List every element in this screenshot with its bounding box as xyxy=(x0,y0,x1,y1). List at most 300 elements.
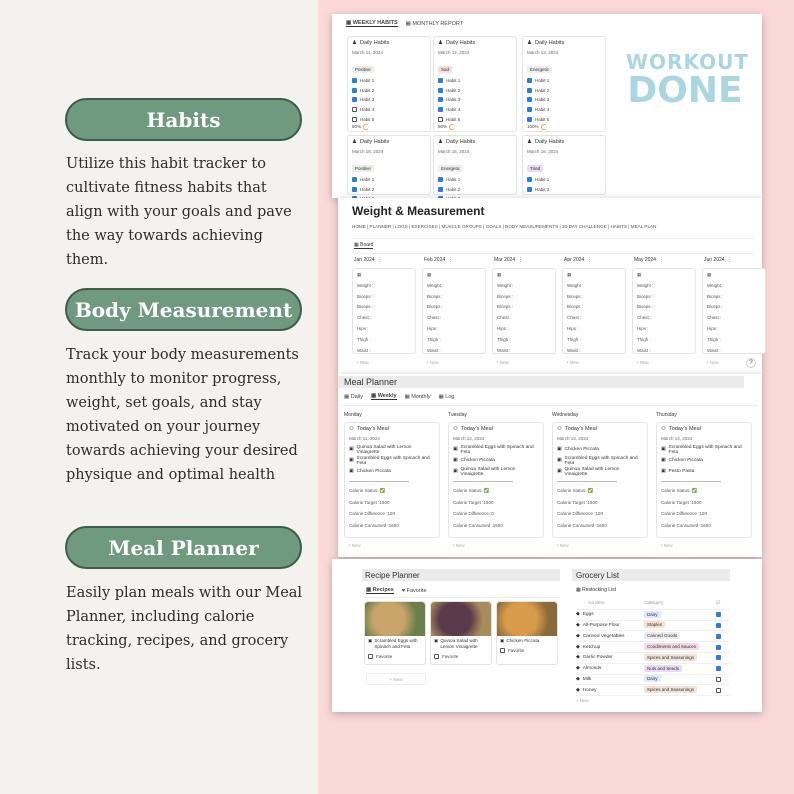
checkbox[interactable] xyxy=(352,78,357,83)
meal-link[interactable]: ▣ Scrambled Eggs with Spinach and Feta xyxy=(453,444,534,455)
checkbox[interactable] xyxy=(716,666,721,671)
habit-checkbox-row[interactable] xyxy=(527,86,601,96)
habits-description: Utilize this habit tracker to cultivate fitness habits that align with your goals and pave the way towards achieving them. xyxy=(66,156,292,268)
tab-daily[interactable]: ▦ Daily xyxy=(344,393,363,400)
meal-link[interactable]: ▣ Scrambled Eggs with Spinach and Feta xyxy=(349,455,430,466)
meal-date: March 14, 2024 xyxy=(661,436,693,441)
new-button[interactable]: + New xyxy=(356,360,369,365)
measurement-field: Weight : xyxy=(707,282,724,288)
checkbox[interactable] xyxy=(352,107,357,112)
habit-card[interactable] xyxy=(347,135,431,195)
body-measurement-description: Track your body measurements monthly to monitor progress, weight, set goals, and stay motivated on your journey towards achieving your desired physique and optimal health xyxy=(66,347,299,483)
day-column-header: Tuesday xyxy=(448,412,467,418)
page-icon: ▣ xyxy=(453,469,458,474)
new-button[interactable]: + New xyxy=(496,360,509,365)
measurement-field: Chest : xyxy=(427,315,442,321)
meal-link[interactable]: ▣ Scrambled Eggs with Spinach and Feta xyxy=(557,455,638,466)
calorie-diff: Calorie Difference :100 xyxy=(557,511,603,516)
kettlebell-icon: ♟ xyxy=(352,139,357,145)
checkbox[interactable] xyxy=(527,187,532,192)
recipe-card[interactable] xyxy=(364,601,426,665)
measurement-field: Thigh : xyxy=(567,336,581,342)
meal-icon: ⚇ xyxy=(453,426,458,432)
habit-checkbox-row[interactable] xyxy=(438,114,512,124)
recipe-card[interactable] xyxy=(496,601,558,665)
meal-planner-panel xyxy=(338,374,762,557)
habit-checkbox-row[interactable] xyxy=(352,185,426,195)
meal-link[interactable]: ▣ Scrambled Eggs with Spinach and Feta xyxy=(661,444,742,455)
calorie-diff: Calorie Difference :100 xyxy=(661,511,707,516)
page-icon: ▣ xyxy=(434,638,439,643)
more-icon[interactable]: ⋮ xyxy=(515,257,523,263)
checkbox[interactable] xyxy=(438,117,443,122)
habit-card[interactable] xyxy=(433,135,517,195)
recipe-photo xyxy=(497,602,557,636)
favorite-checkbox-row[interactable]: Favorite xyxy=(431,652,491,662)
page-icon: ▣ xyxy=(661,447,666,452)
habit-label: Habit 5 xyxy=(535,116,550,122)
checkbox[interactable] xyxy=(434,654,439,659)
page-icon: ▣ xyxy=(453,447,458,452)
progress-ring-icon xyxy=(541,124,547,130)
page-icon: ▣ xyxy=(368,638,373,643)
day-column-header: Thursday xyxy=(656,412,677,418)
checkbox[interactable] xyxy=(527,88,532,93)
kettlebell-icon: ♟ xyxy=(527,40,532,46)
habit-date: March 18, 2024 xyxy=(352,149,384,154)
habit-label: Habit 2 xyxy=(535,87,550,93)
day-meal-card[interactable] xyxy=(344,422,440,538)
day-column-header: Wednesday xyxy=(552,412,579,418)
new-button[interactable]: + New xyxy=(576,698,589,704)
page-icon: ▣ xyxy=(557,458,562,463)
checkbox[interactable] xyxy=(500,648,505,653)
divider xyxy=(661,481,721,482)
habit-checkbox-row[interactable] xyxy=(352,76,426,86)
tag-icon: ◆ xyxy=(576,633,580,639)
recipe-card[interactable] xyxy=(430,601,492,665)
habit-checkbox-row[interactable] xyxy=(352,95,426,105)
calorie-target: Calorie Target :1500 xyxy=(349,499,390,505)
tab-monthly[interactable]: ▦ Monthly xyxy=(404,393,431,400)
habit-label: Habit 1 xyxy=(360,78,375,84)
progress-value: 60% xyxy=(352,124,362,130)
tag-icon: ◆ xyxy=(576,644,580,650)
page-icon: ▣ xyxy=(661,458,666,463)
measurement-field: Weight : xyxy=(567,282,584,288)
measurement-card[interactable] xyxy=(562,268,626,354)
body-measurement-pill: Body Measurement xyxy=(65,288,302,331)
page-icon: ▣ xyxy=(661,469,666,474)
habit-label: Habit 5 xyxy=(446,116,461,122)
calorie-target: Calorie Target :1500 xyxy=(453,499,494,505)
calendar-icon: ▦ xyxy=(357,272,362,277)
measurement-field: Chest : xyxy=(567,315,582,321)
measurement-field: Biceps : xyxy=(427,293,444,299)
habit-card-title: Daily Habits xyxy=(359,40,390,46)
meal-link[interactable]: ▣ Chicken Piccata xyxy=(349,469,391,474)
tag-icon: ◆ xyxy=(576,676,580,682)
habit-label: Habit 2 xyxy=(360,87,375,93)
checkbox[interactable] xyxy=(438,97,443,102)
new-button[interactable]: + New xyxy=(348,543,361,548)
recipe-name: ▣ Scrambled Eggs with Spinach and Feta xyxy=(368,638,418,649)
grocery-row[interactable] xyxy=(576,621,730,632)
habit-checkbox-row[interactable] xyxy=(352,114,426,124)
calorie-diff: Calorie Difference :100 xyxy=(349,511,395,516)
calorie-status: Calorie Status: ✅ xyxy=(453,488,490,493)
category-tag: Spices and Seasonings xyxy=(644,654,697,661)
help-button[interactable]: ? xyxy=(746,358,756,368)
checkbox[interactable] xyxy=(438,88,443,93)
tab-favorite[interactable]: ♥ Favorite xyxy=(401,587,427,594)
more-icon[interactable]: ⋮ xyxy=(584,257,593,263)
habit-checkbox-row[interactable] xyxy=(438,105,512,115)
measurement-field: Chest : xyxy=(357,315,372,321)
grocery-item: ◆ Almonds xyxy=(576,666,602,672)
habit-label: Habit 1 xyxy=(446,177,461,183)
habit-card-header xyxy=(438,40,512,46)
habit-card-header xyxy=(352,139,426,145)
checkbox[interactable] xyxy=(527,107,532,112)
meal-link[interactable]: ▣ Quinoa Salad with Lemon Vinaigrette xyxy=(453,466,516,477)
month-column-header: Feb 2024 ⋮ xyxy=(424,257,453,263)
recipe-new-button[interactable]: + New xyxy=(366,673,426,685)
grocery-row[interactable] xyxy=(576,653,730,664)
habit-checkbox-row[interactable] xyxy=(352,86,426,96)
new-button[interactable]: + New xyxy=(556,543,569,548)
category-tag: Nuts and Seeds xyxy=(644,665,682,672)
measurement-field: Chest : xyxy=(497,315,512,321)
measurement-card[interactable] xyxy=(632,268,696,354)
new-button[interactable]: + New xyxy=(566,360,579,365)
page-icon: ▣ xyxy=(349,447,354,452)
new-button[interactable]: + New xyxy=(426,360,439,365)
page-icon: ▣ xyxy=(349,458,354,463)
habit-card[interactable] xyxy=(522,36,606,132)
habits-pill: Habits xyxy=(65,98,302,141)
day-meal-card[interactable] xyxy=(656,422,752,538)
habit-checkbox-row[interactable] xyxy=(438,86,512,96)
page-icon: ▣ xyxy=(453,458,458,463)
meal-link[interactable]: ▣ Quinoa Salad with Lemon Vinaigrette xyxy=(557,466,620,477)
measurement-field: Hips : xyxy=(357,325,369,331)
checkbox[interactable] xyxy=(716,655,721,660)
habit-checkbox-row[interactable] xyxy=(527,185,601,195)
measurement-field: Thigh : xyxy=(637,336,651,342)
recipe-name: ▣ Chicken Piccata xyxy=(500,638,540,643)
habit-card[interactable] xyxy=(433,36,517,132)
tag-icon: ◆ xyxy=(576,622,580,628)
tag-icon: ◆ xyxy=(576,612,580,618)
checkbox[interactable] xyxy=(527,177,532,182)
checkbox[interactable] xyxy=(527,117,532,122)
measurement-field: Hips : xyxy=(567,325,579,331)
favorite-checkbox-row[interactable]: Favorite xyxy=(497,646,557,656)
calorie-consumed: Calorie Consumed :1500 xyxy=(453,522,503,528)
measurement-field: Waist : xyxy=(497,347,511,353)
checkbox[interactable] xyxy=(438,107,443,112)
measurement-field: Waist : xyxy=(707,347,721,353)
habits-panel xyxy=(332,14,762,198)
habit-date: March 11, 2024 xyxy=(352,50,383,55)
habit-label: Habit 1 xyxy=(535,177,550,183)
calorie-status: Calorie Status: ✅ xyxy=(349,488,386,493)
left-column xyxy=(0,0,318,794)
col-category: Category xyxy=(644,601,664,607)
tab-log[interactable]: ▦ Log xyxy=(438,393,455,400)
recipe-planner-title: Recipe Planner xyxy=(365,571,420,580)
checkbox[interactable] xyxy=(716,688,721,693)
divider xyxy=(453,481,513,482)
habit-checkbox-row[interactable] xyxy=(527,105,601,115)
grocery-row[interactable] xyxy=(576,685,730,696)
checkbox[interactable] xyxy=(352,187,357,192)
more-icon[interactable]: ⋮ xyxy=(724,257,733,263)
checkbox[interactable] xyxy=(438,177,443,182)
checkbox[interactable] xyxy=(527,97,532,102)
meal-link[interactable]: ▣ Quinoa Salad with Lemon Vinaigrette xyxy=(349,444,412,455)
grocery-row[interactable] xyxy=(576,631,730,642)
divider xyxy=(557,481,617,482)
meal-card-header: ⚇ Today's Meal xyxy=(453,426,493,432)
habit-card-title: Daily Habits xyxy=(445,139,476,145)
measurement-field: Hips : xyxy=(707,325,719,331)
checkbox[interactable] xyxy=(716,634,721,639)
measurement-field: Waist : xyxy=(427,347,441,353)
meal-date: March 13, 2024 xyxy=(557,436,589,441)
category-tag: Dairy xyxy=(644,611,661,618)
page-icon: ▣ xyxy=(557,447,562,452)
grocery-row[interactable] xyxy=(576,642,730,653)
habit-label: Habit 2 xyxy=(446,87,461,93)
habit-progress xyxy=(438,124,512,130)
weight-panel xyxy=(338,198,762,374)
checkbox[interactable] xyxy=(352,117,357,122)
habit-date: March 12, 2024 xyxy=(438,50,470,55)
habit-checkbox-row[interactable] xyxy=(527,95,601,105)
measurement-field: Weight : xyxy=(637,282,654,288)
habit-checkbox-row[interactable] xyxy=(352,105,426,115)
measurement-card[interactable] xyxy=(702,268,766,354)
habit-checkbox-row[interactable] xyxy=(527,114,601,124)
new-button[interactable]: + New xyxy=(636,360,649,365)
recipe-grocery-panel: Recipe Planner ▦ Recipes ♥ Favorite ▣ Scrambled Eggs with Spinach and Feta Favorite ▣ Quinoa Salad with Lemon Vinaigrette Favorite ▣ Chicken Piccata Favorite + New Grocery List ▦ Restocking List Aa Item Category ☑ ◆ Eggs Dairy ◆ All-Purpose Flour Staples ◆ Canned Vegetables Canned Goods ◆ Ketchup Condiments and Sauces ◆ Garlic Powder Spices and Seasonings ◆ Almonds Nuts and Seeds ◆ Milk Dairy ◆ Honey Spices and Seasonings + New xyxy=(332,559,762,712)
progress-ring-icon xyxy=(363,124,369,130)
habit-card[interactable] xyxy=(347,36,431,132)
habit-card[interactable] xyxy=(522,135,606,195)
grocery-row[interactable] xyxy=(576,675,730,686)
meal-planner-description: Easily plan meals with our Meal Planner, including calorie tracking, recipes, and grocery lists. xyxy=(66,585,303,673)
tag-icon: ◆ xyxy=(576,655,580,661)
new-button[interactable]: + New xyxy=(706,360,719,365)
mood-tag: Positive xyxy=(352,165,374,172)
meal-link[interactable]: ▣ Pesto Pasta xyxy=(661,469,695,474)
habit-label: Habit 4 xyxy=(360,107,375,113)
meal-planner-pill: Meal Planner xyxy=(65,526,302,569)
progress-value: 100% xyxy=(527,124,539,130)
more-icon[interactable]: ⋮ xyxy=(655,257,664,263)
habit-label: Habit 2 xyxy=(360,186,375,192)
kettlebell-icon: ♟ xyxy=(438,139,443,145)
habit-card-header xyxy=(438,139,512,145)
meal-date: March 12, 2024 xyxy=(453,436,485,441)
measurement-field: Biceps : xyxy=(637,304,654,310)
meal-link[interactable]: ▣ Chicken Piccata xyxy=(453,458,495,463)
measurement-card[interactable] xyxy=(352,268,416,354)
recipe-photo xyxy=(365,602,425,636)
calorie-consumed: Calorie Consumed :1600 xyxy=(661,522,711,528)
tag-icon: ◆ xyxy=(576,666,580,672)
measurement-field: Biceps : xyxy=(637,293,654,299)
habit-checkbox-row[interactable] xyxy=(352,175,426,185)
grocery-item: ◆ All-Purpose Flour xyxy=(576,622,620,628)
habit-checkbox-row[interactable] xyxy=(438,95,512,105)
mood-tag: Positive xyxy=(352,66,374,73)
more-icon[interactable]: ⋮ xyxy=(374,257,383,263)
measurement-field: Thigh : xyxy=(357,336,371,342)
habit-card-header xyxy=(527,40,601,46)
divider xyxy=(349,481,409,482)
kettlebell-icon: ♟ xyxy=(438,40,443,46)
category-tag: Staples xyxy=(644,621,665,628)
habit-progress xyxy=(352,124,426,130)
habit-label: Habit 5 xyxy=(360,116,375,122)
habit-checkbox-row[interactable] xyxy=(527,175,601,185)
meal-icon: ⚇ xyxy=(557,426,562,432)
day-meal-card[interactable] xyxy=(552,422,648,538)
habit-checkbox-row[interactable] xyxy=(438,175,512,185)
meal-planner-title: Meal Planner xyxy=(344,377,398,387)
calorie-target: Calorie Target :1500 xyxy=(557,499,598,505)
measurement-field: Biceps : xyxy=(497,304,514,310)
calorie-consumed: Calorie Consumed :1600 xyxy=(557,522,607,528)
measurement-field: Thigh : xyxy=(497,336,511,342)
habit-checkbox-row[interactable] xyxy=(438,76,512,86)
measurement-field: Thigh : xyxy=(707,336,721,342)
measurement-field: Biceps : xyxy=(707,304,724,310)
page-icon: ▣ xyxy=(349,469,354,474)
grocery-list-title: Grocery List xyxy=(576,571,620,580)
progress-ring-icon xyxy=(449,124,455,130)
tab-weekly[interactable]: ▦ Weekly xyxy=(370,393,397,399)
measurement-field: Weight : xyxy=(357,282,374,288)
habit-label: Habit 2 xyxy=(446,186,461,192)
meal-link[interactable]: ▣ Chicken Piccata xyxy=(557,447,599,452)
checkbox[interactable] xyxy=(438,78,443,83)
workout-done-graphic: WORKOUT DONE xyxy=(626,50,749,111)
month-column-header: Mar 2024 ⋮ xyxy=(494,257,523,263)
habit-label: Habit 3 xyxy=(535,97,550,103)
grocery-item: ◆ Garlic Powder xyxy=(576,655,613,661)
more-icon[interactable]: ⋮ xyxy=(445,257,453,263)
checkbox[interactable] xyxy=(352,88,357,93)
grocery-item: ◆ Ketchup xyxy=(576,644,601,650)
habit-label: Habit 1 xyxy=(360,177,375,183)
calorie-target: Calorie Target :1500 xyxy=(661,499,702,505)
day-meal-card[interactable] xyxy=(448,422,544,538)
meal-link[interactable]: ▣ Chicken Piccata xyxy=(661,458,703,463)
checkbox[interactable] xyxy=(716,623,721,628)
checkbox[interactable] xyxy=(368,654,373,659)
tag-icon: ◆ xyxy=(576,687,580,693)
meal-card-header: ⚇ Today's Meal xyxy=(661,426,701,432)
checkbox[interactable] xyxy=(716,645,721,650)
grocery-row[interactable] xyxy=(576,610,730,621)
mood-tag: Energetic xyxy=(438,165,463,172)
habit-label: Habit 1 xyxy=(535,78,550,84)
checkbox[interactable] xyxy=(527,78,532,83)
weight-title: Weight & Measurement xyxy=(352,204,485,218)
meal-card-header: ⚇ Today's Meal xyxy=(557,426,597,432)
checkbox[interactable] xyxy=(438,187,443,192)
grocery-item: ◆ Canned Vegetables xyxy=(576,633,625,639)
measurement-field: Biceps : xyxy=(357,304,374,310)
habit-checkbox-row[interactable] xyxy=(438,185,512,195)
calorie-diff: Calorie Difference :0 xyxy=(453,511,494,516)
grocery-row[interactable] xyxy=(576,664,730,675)
tab-restocking-list[interactable]: ▦ Restocking List xyxy=(576,587,617,593)
checkbox[interactable] xyxy=(352,177,357,182)
measurement-field: Hips : xyxy=(637,325,649,331)
kettlebell-icon: ♟ xyxy=(527,139,532,145)
month-column-header: Jun 2024 ⋮ xyxy=(704,257,733,263)
month-column-header: Jan 2024 ⋮ xyxy=(354,257,383,263)
habit-card-header xyxy=(527,139,601,145)
measurement-card[interactable] xyxy=(492,268,556,354)
tab-monthly-report[interactable]: ▦ MONTHLY REPORT xyxy=(405,20,464,27)
measurement-field: Biceps : xyxy=(497,293,514,299)
checkbox[interactable] xyxy=(352,97,357,102)
tab-board[interactable]: ▦ Board xyxy=(354,242,374,248)
measurement-card[interactable] xyxy=(422,268,486,354)
measurement-field: Chest : xyxy=(707,315,722,321)
new-button[interactable]: + New xyxy=(660,543,673,548)
category-tag: Canned Goods xyxy=(644,632,680,639)
recipe-photo xyxy=(431,602,491,636)
habit-label: Habit 4 xyxy=(535,107,550,113)
habit-checkbox-row[interactable] xyxy=(527,76,601,86)
day-column-header: Monday xyxy=(344,412,362,418)
measurement-field: Biceps : xyxy=(427,304,444,310)
measurement-field: Biceps : xyxy=(357,293,374,299)
habit-label: Habit 3 xyxy=(446,97,461,103)
new-button[interactable]: + New xyxy=(452,543,465,548)
habit-date: March 13, 2024 xyxy=(527,50,559,55)
checkbox[interactable] xyxy=(716,612,721,617)
tab-weekly-habits[interactable]: ▦ WEEKLY HABITS xyxy=(346,20,398,26)
calendar-icon: ▦ xyxy=(567,272,572,277)
col-item: Aa Item xyxy=(588,601,605,607)
calorie-consumed: Calorie Consumed :1600 xyxy=(349,522,399,528)
measurement-field: Biceps : xyxy=(567,293,584,299)
tab-recipes[interactable]: ▦ Recipes xyxy=(366,587,394,593)
habit-date: March 15, 2024 xyxy=(438,149,470,154)
category-tag: Dairy xyxy=(644,675,661,682)
weight-nav[interactable]: HOME | PLANNER | LOGS | EXERCISES | MUSCLE GROUPS | GOALS | BODY MEASUREMENTS | 30-DAY CHALLENGE | HABITS | MEAL PLAN xyxy=(352,224,657,229)
habit-label: Habit 2 xyxy=(535,186,550,192)
measurement-field: Waist : xyxy=(567,347,581,353)
habit-card-title: Daily Habits xyxy=(359,139,390,145)
checkbox[interactable] xyxy=(716,677,721,682)
measurement-field: Weight : xyxy=(497,282,514,288)
favorite-checkbox-row[interactable]: Favorite xyxy=(365,652,425,662)
measurement-field: Waist : xyxy=(357,347,371,353)
category-tag: Spices and Seasonings xyxy=(644,686,697,693)
grocery-item: ◆ Milk xyxy=(576,676,592,682)
meal-date: March 11, 2024 xyxy=(349,436,380,441)
measurement-field: Chest : xyxy=(637,315,652,321)
